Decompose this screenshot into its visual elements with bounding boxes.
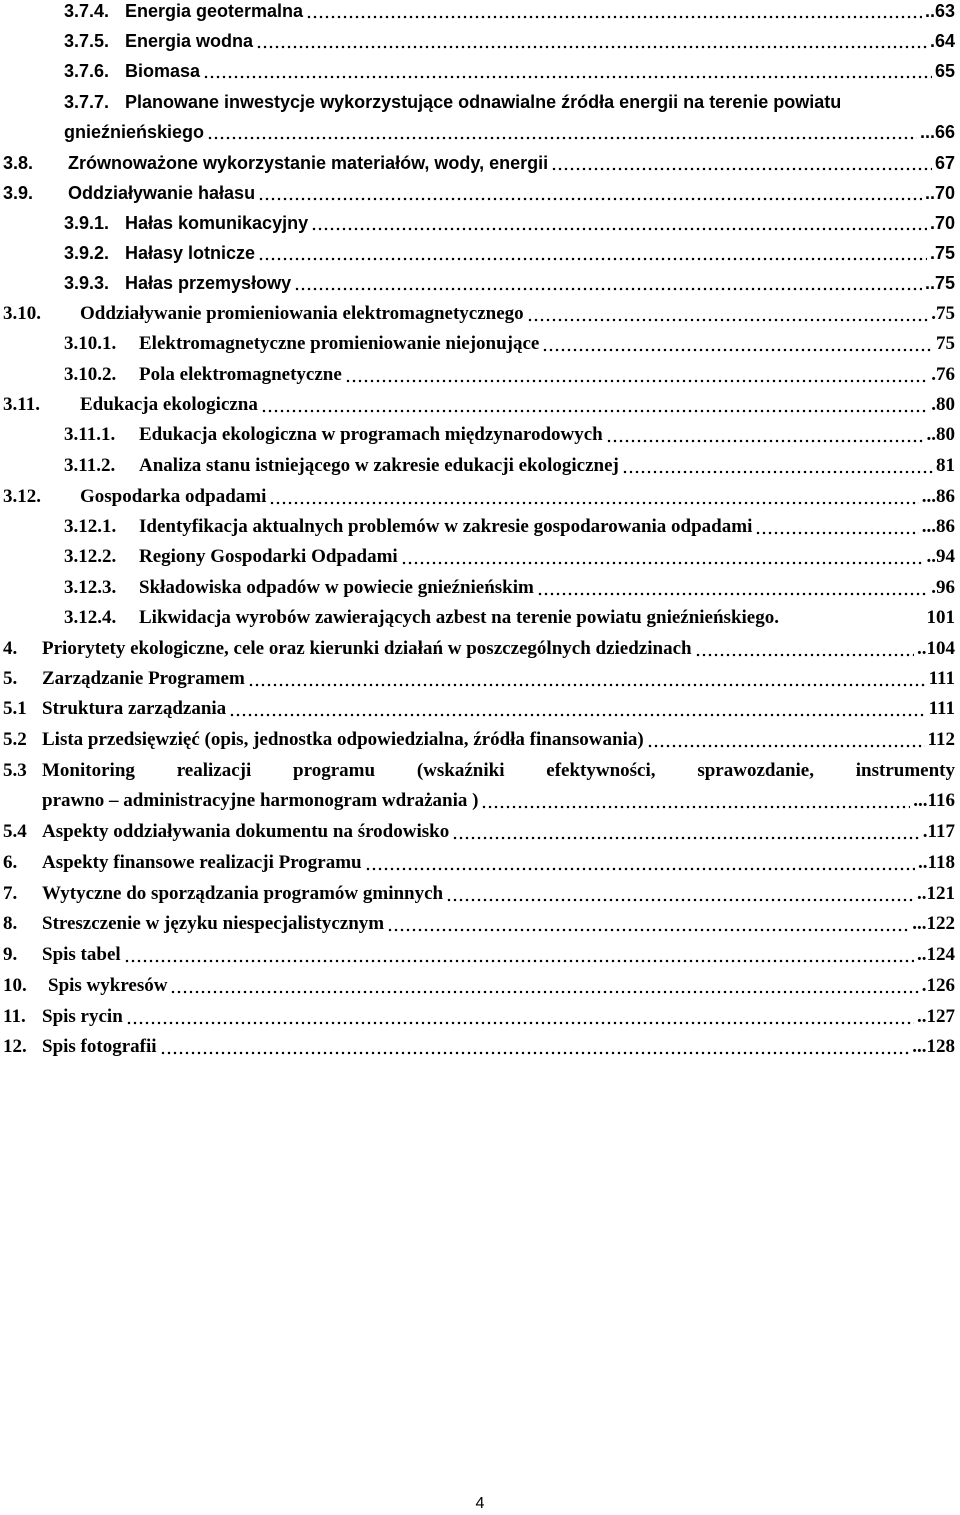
toc-entry-number: 5.1 (3, 698, 27, 719)
toc-entry-number: 5.2 (3, 729, 27, 750)
toc-entry-title: Analiza stanu istniejącego w zakresie edukacji ekologicznej (139, 455, 619, 476)
toc-entry[interactable] (0, 486, 960, 516)
dot-leader (695, 652, 914, 658)
toc-entry-title: Aspekty oddziaływania dokumentu na środowisko (42, 821, 450, 842)
toc-entry[interactable] (0, 668, 960, 698)
dot-leader (311, 226, 927, 232)
toc-entry-title: Streszczenie w języku niespecjalistycznym (42, 913, 385, 934)
toc-entry-title: Energia geotermalna (125, 1, 304, 21)
toc-entry-number: 3.7.6. (64, 61, 110, 81)
toc-entry-page: ...86 (921, 516, 955, 537)
toc-entry-number: 3.11. (3, 394, 40, 415)
toc-entry-title: Zarządzanie Programem (42, 668, 245, 689)
toc-entry-page: ..124 (917, 944, 955, 965)
toc-entry-page: 67 (934, 153, 955, 173)
toc-entry-page: ...122 (912, 913, 955, 934)
toc-entry-number: 10. (3, 975, 27, 996)
toc-entry[interactable] (0, 913, 960, 943)
toc-entry-page: ...86 (921, 486, 955, 507)
toc-entry-number: 12. (3, 1036, 27, 1057)
toc-entry-title: Spis rycin (42, 1006, 123, 1027)
toc-entry-title: Identyfikacja aktualnych problemów w zakresie gospodarowania odpadami (139, 516, 753, 537)
toc-entry[interactable] (0, 638, 960, 668)
toc-entry[interactable] (0, 424, 960, 454)
toc-entry-title: Oddziaływanie promieniowania elektromagnetycznego (80, 303, 524, 324)
toc-entry[interactable] (0, 883, 960, 913)
toc-entry-page: ...128 (912, 1036, 955, 1057)
toc-entry-page: .126 (921, 975, 955, 996)
toc-entry-number: 3.11.1. (64, 424, 116, 445)
toc-entry-page: .76 (931, 364, 955, 385)
dot-leader (261, 408, 928, 414)
toc-entry-title: Biomasa (125, 61, 201, 81)
toc-entry-number: 9. (3, 944, 18, 965)
toc-entry-title: Gospodarka odpadami (80, 486, 267, 507)
toc-entry[interactable] (0, 577, 960, 607)
toc-entry-page: ..70 (924, 183, 955, 203)
toc-entry-title: Spis fotografii (42, 1036, 157, 1057)
dot-leader (401, 560, 924, 566)
toc-entry-page: .96 (931, 577, 955, 598)
toc-entry-title: Wytyczne do sporządzania programów gminnych (42, 883, 444, 904)
toc-entry-page: ...66 (919, 122, 955, 142)
toc-entry[interactable] (0, 242, 960, 272)
toc-entry-page: .75 (929, 243, 955, 263)
toc-entry-number: 7. (3, 883, 18, 904)
toc-entry-title: Oddziaływanie hałasu (68, 183, 256, 203)
toc-entry[interactable] (0, 546, 960, 576)
dot-leader (160, 1050, 910, 1056)
toc-entry[interactable] (0, 91, 960, 151)
dot-leader (446, 897, 914, 903)
toc-entry-number: 4. (3, 638, 18, 659)
dot-leader (306, 14, 922, 20)
toc-entry-page: .64 (929, 31, 955, 51)
dot-leader (345, 378, 928, 384)
dot-leader (170, 989, 918, 995)
toc-entry-page: 111 (928, 698, 955, 719)
toc-entry-page: 111 (928, 668, 955, 689)
dot-leader (365, 866, 915, 872)
toc-entry[interactable] (0, 303, 960, 333)
toc-entry-title: Lista przedsięwzięć (opis, jednostka odpowiedzialna, źródła finansowania) (42, 729, 644, 750)
toc-entry-title: Spis tabel (42, 944, 121, 965)
toc-entry-number: 3.9.1. (64, 213, 110, 233)
toc-entry-page: .70 (929, 213, 955, 233)
dot-leader (269, 500, 918, 506)
toc-entry-title: Zrównoważone wykorzystanie materiałów, wody, energii (68, 153, 549, 173)
dot-leader (248, 682, 926, 688)
toc-entry-number: 3.12.2. (64, 546, 117, 567)
toc-entry-number: 3.12.4. (64, 607, 117, 628)
toc-entry-number: 5. (3, 668, 18, 689)
toc-entry-page: ...116 (913, 790, 955, 811)
toc-entry[interactable] (0, 975, 960, 1005)
toc-entry[interactable] (0, 852, 960, 882)
toc-entry-number: 11. (3, 1006, 26, 1027)
toc-entry-page: ..63 (924, 1, 955, 21)
toc-entry[interactable] (0, 152, 960, 182)
toc-entry-number: 3.7.4. (64, 1, 110, 21)
toc-entry-title: Aspekty finansowe realizacji Programu (42, 852, 362, 873)
toc-entry-number: 3.11.2. (64, 455, 116, 476)
dot-leader (755, 530, 918, 536)
toc-entry-number: 3.7.5. (64, 31, 110, 51)
toc-entry-title: Planowane inwestycje wykorzystujące odnawialne źródła energii na terenie powiatu (125, 92, 842, 112)
dot-leader (387, 927, 909, 933)
toc-entry[interactable] (0, 760, 960, 820)
toc-entry-title: Monitoring realizacji programu (wskaźniki efektywności, sprawozdanie, instrumenty (42, 760, 955, 781)
toc-entry[interactable] (0, 516, 960, 546)
toc-entry-page: ..80 (926, 424, 955, 445)
toc-entry-title: Regiony Gospodarki Odpadami (139, 546, 398, 567)
toc-entry-page: ..118 (918, 852, 955, 873)
toc-entry[interactable] (0, 394, 960, 424)
toc-entry-title: Hałasy lotnicze (125, 243, 256, 263)
toc-entry[interactable] (0, 455, 960, 485)
dot-leader (606, 438, 924, 444)
toc-entry[interactable] (0, 333, 960, 363)
toc-entry[interactable] (0, 821, 960, 851)
toc-entry-page: ..104 (917, 638, 955, 659)
toc-entry-number: 3.10. (3, 303, 41, 324)
toc-entry-title-continued: gnieźnieńskiego (64, 122, 205, 142)
toc-entry-number: 5.4 (3, 821, 27, 842)
toc-entry-number: 3.12.1. (64, 516, 117, 537)
toc-entry-number: 6. (3, 852, 18, 873)
toc-entry-page: .117 (922, 821, 955, 842)
toc-entry[interactable] (0, 1006, 960, 1036)
toc-entry[interactable] (0, 182, 960, 212)
dot-leader (258, 196, 922, 202)
toc-entry-number: 3.12. (3, 486, 41, 507)
toc-entry-title: Energia wodna (125, 31, 254, 51)
toc-entry-page: ..94 (926, 546, 955, 567)
toc-entry-page: 65 (934, 61, 955, 81)
toc-entry-number: 3.9.3. (64, 273, 110, 293)
dot-leader (203, 74, 932, 80)
toc-entry[interactable] (0, 212, 960, 242)
dot-leader (647, 743, 925, 749)
dot-leader (124, 958, 914, 964)
toc-entry-page: 75 (936, 333, 955, 354)
toc-entry[interactable] (0, 944, 960, 974)
toc-entry[interactable] (0, 364, 960, 394)
dot-leader (551, 166, 932, 172)
toc-entry-page: ..121 (917, 883, 955, 904)
toc-entry-number: 3.12.3. (64, 577, 117, 598)
toc-entry-number: 3.8. (3, 153, 34, 173)
toc-entry-page: .75 (931, 303, 955, 324)
toc-entry-title: Spis wykresów (48, 975, 168, 996)
toc-entry[interactable] (0, 0, 960, 30)
toc-entry[interactable] (0, 1036, 960, 1066)
dot-leader (229, 712, 925, 718)
toc-entry[interactable] (0, 30, 960, 60)
toc-entry-title: Hałas przemysłowy (125, 273, 292, 293)
toc-entry-title: Składowiska odpadów w powiecie gnieźnieńskim (139, 577, 534, 598)
dot-leader (779, 621, 927, 627)
toc-entry-page: ..127 (917, 1006, 955, 1027)
toc-entry-title: Struktura zarządzania (42, 698, 227, 719)
toc-entry[interactable] (0, 607, 960, 637)
dot-leader (258, 256, 927, 262)
dot-leader (622, 469, 933, 475)
toc-entry-number: 3.10.2. (64, 364, 117, 385)
toc-entry-number: 8. (3, 913, 18, 934)
toc-entry-title: Likwidacja wyrobów zawierających azbest na terenie powiatu gnieźnieńskiego. (139, 607, 779, 628)
dot-leader (126, 1020, 914, 1026)
page-number: 4 (475, 1495, 485, 1512)
toc-entry-title: Hałas komunikacyjny (125, 213, 309, 233)
dot-leader (207, 135, 917, 141)
toc-entry-page: 101 (926, 607, 955, 628)
dot-leader (537, 591, 928, 597)
toc-entry-title: Edukacja ekologiczna (80, 394, 258, 415)
dot-leader (527, 317, 929, 323)
toc-entry-page: ..75 (924, 273, 955, 293)
toc-entry-page: .80 (931, 394, 955, 415)
toc-entry-page: 81 (936, 455, 955, 476)
toc-entry-number: 3.9.2. (64, 243, 110, 263)
toc-entry-title: Elektromagnetyczne promieniowanie niejonujące (139, 333, 540, 354)
toc-entry[interactable] (0, 272, 960, 302)
toc-entry[interactable] (0, 729, 960, 759)
dot-leader (256, 44, 927, 50)
toc-entry-number: 3.9. (3, 183, 34, 203)
dot-leader (481, 804, 910, 810)
toc-entry-title: Priorytety ekologiczne, cele oraz kierunki działań w poszczególnych dziedzinach (42, 638, 692, 659)
dot-leader (294, 286, 922, 292)
toc-entry[interactable] (0, 698, 960, 728)
dot-leader (542, 347, 933, 353)
toc-entry-title: Edukacja ekologiczna w programach międzynarodowych (139, 424, 603, 445)
toc-entry-title: Pola elektromagnetyczne (139, 364, 342, 385)
toc-entry-title-continued: prawno – administracyjne harmonogram wdrażania ) (42, 790, 479, 811)
dot-leader (452, 835, 920, 841)
toc-entry-number: 3.10.1. (64, 333, 117, 354)
toc-entry-number: 5.3 (3, 760, 27, 781)
toc-entry[interactable] (0, 60, 960, 90)
toc-entry-number: 3.7.7. (64, 92, 110, 112)
toc-entry-page: 112 (927, 729, 955, 750)
